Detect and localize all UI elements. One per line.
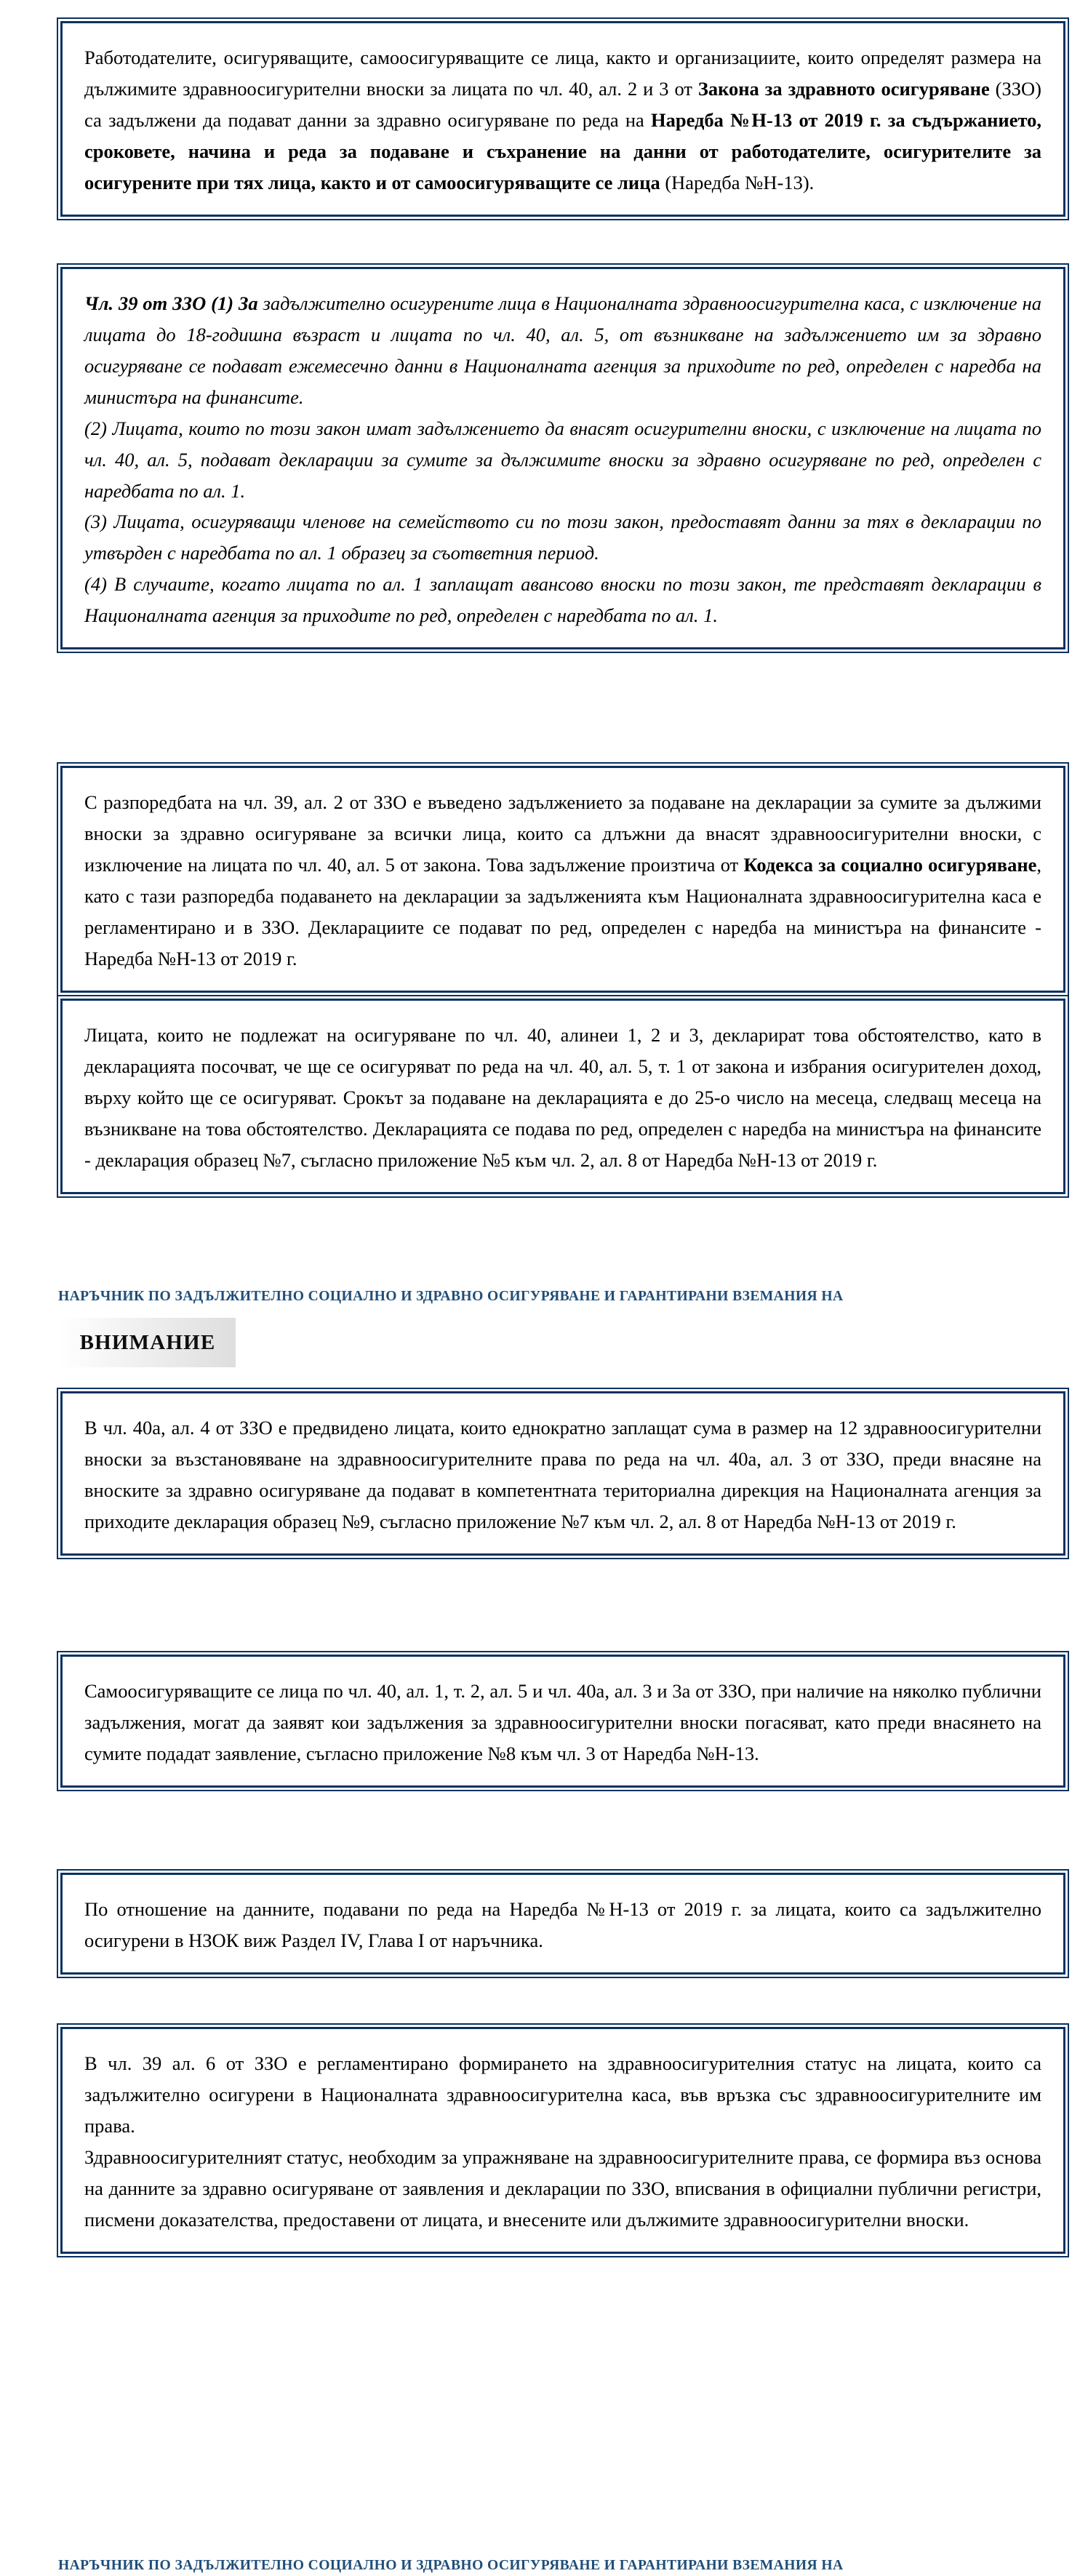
- paragraph: По отношение на данните, подавани по реда на Наредба №Н-13 от 2019 г. за лицата, които са задължително осигурени в НЗОК виж Раздел IV, Глава I от наръчника.: [84, 1898, 1041, 1951]
- running-header: НАРЪЧНИК ПО ЗАДЪЛЖИТЕЛНО СОЦИАЛНО И ЗДРАВНО ОСИГУРЯВАНЕ И ГАРАНТИРАНИ ВЗЕМАНИЯ НА: [58, 1288, 844, 1304]
- attention-badge-label: ВНИМАНИЕ: [79, 1330, 216, 1354]
- paragraph: Чл. 39 от ЗЗО (1) За задължително осигурените лица в Националната здравноосигурителна каса, с изключение на лицата до 18-годишна възраст и лицата по чл. 40, ал. 5, от възникване на задължението им за здравно осигуряване се подават ежемесечно данни в Националната агенция за приходите по ред, определен с наредба на министъра на финансите.: [84, 292, 1041, 408]
- paragraph: В чл. 40а, ал. 4 от ЗЗО е предвидено лицата, които еднократно заплащат сума в размер на 12 здравноосигурителни вноски за възстановяване на здравноосигурителните права по реда на чл. 40а, ал. 3 от ЗЗО, преди внасяне на вноските за здравно осигуряване да подават в компетентната териториална дирекция на Националната агенция за приходите декларация образец №9, съгласно приложение №7 към чл. 2, ал. 8 от Наредба №Н-13 от 2019 г.: [84, 1417, 1041, 1532]
- text-box-inner: [60, 766, 1065, 993]
- text-box-inner: [60, 21, 1065, 217]
- paragraph: Лицата, които не подлежат на осигуряване по чл. 40, алинеи 1, 2 и 3, декларират това обстоятелство, като в декларацията посочват, че ще се осигуряват по реда на чл. 40, ал. 5, т. 1 от закона и избрания осигурителен доход, върху който ще се осигуряват. Срокът за подаване на декларацията е до 25-о число на месеца, следващ месеца на възникване на това обстоятелство. Декларацията се подава по ред, определен с наредба на министъра на финансите - декларация образец №7, съгласно приложение №5 към чл. 2, ал. 8 от Наредба №Н-13 от 2019 г.: [84, 1024, 1041, 1171]
- text-box-employers-obligation: [57, 17, 1069, 220]
- paragraph: Здравноосигурителният статус, необходим за упражняване на здравноосигурителните права, се формира въз основа на данните за здравно осигуряване от заявления и декларации по ЗЗО, вписвания в официални публични регистри, писмени доказателства, предоставени от лицата, и внесените или дължимите здравноосигурителни вноски.: [84, 2145, 1041, 2231]
- running-footer: НАРЪЧНИК ПО ЗАДЪЛЖИТЕЛНО СОЦИАЛНО И ЗДРАВНО ОСИГУРЯВАНЕ И ГАРАНТИРАНИ ВЗЕМАНИЯ НА: [58, 2557, 844, 2573]
- paragraph: Работодателите, осигуряващите, самоосигуряващите се лица, както и организациите, които определят размера на дължимите здравноосигурителни вноски за лицата по чл. 40, ал. 2 и 3 от Закона за здравното осигуряване (ЗЗО) са задължени да подават данни за здравно осигуряване по реда на Наредба №Н-13 от 2019 г. за съдържанието, сроковете, начина и реда за подаване и съхранение на данни от работодателите, осигурителите за осигурените при тях лица, както и от самоосигуряващите се лица (Наредба №Н-13).: [84, 47, 1042, 193]
- text-box-inner: [60, 1873, 1065, 1975]
- text-box-inner: [60, 1655, 1065, 1788]
- text-box-inner: [60, 267, 1065, 649]
- paragraph: Самоосигуряващите се лица по чл. 40, ал. 1, т. 2, ал. 5 и чл. 40а, ал. 3 и 3а от ЗЗО, при наличие на няколко публични задължения, могат да заявят кои задължения за здравноосигурителни вноски погасяват, като преди внасянето на сумите подадат заявление, съгласно приложение №8 към чл. 3 от Наредба №Н-13.: [84, 1680, 1041, 1764]
- text-box-art39-zzo-quote: [57, 263, 1069, 653]
- text-box-inner: [60, 999, 1065, 1194]
- text-box-inner: [60, 1391, 1065, 1556]
- text-box-art39-al6-health-status: [57, 2023, 1069, 2257]
- text-box-cross-reference-section-4: [57, 1869, 1069, 1978]
- text-box-art40a-declaration-sample-9: [57, 1388, 1069, 1559]
- attention-badge: [60, 1318, 236, 1367]
- text-box-inner: [60, 2027, 1065, 2254]
- paragraph: (4) В случаите, когато лицата по ал. 1 заплащат авансово вноски по този закон, те представят декларации в Националната агенция за приходите по ред, определен с наредбата по ал. 1.: [84, 573, 1041, 627]
- text-box-declaration-sample-7: [57, 995, 1069, 1198]
- text-box-art39-al2-declarations: [57, 762, 1069, 996]
- paragraph: С разпоредбата на чл. 39, ал. 2 от ЗЗО е въведено задължението за подаване на декларации за сумите за дължими вноски за здравно осигуряване за всички лица, които са длъжни да внасят здравноосигурителни вноски, с изключение на лицата по чл. 40, ал. 5 от закона. Това задължение произтича от Кодекса за социално осигуряване, като с тази разпоредба подаването на декларации за задълженията към Националната здравноосигурителна каса е регламентирано и в ЗЗО. Декларациите се подават по ред, определен с наредба на министъра на финансите - Наредба №Н-13 от 2019 г.: [84, 791, 1041, 969]
- paragraph: (2) Лицата, които по този закон имат задължението да внасят осигурителни вноски, с изключение на лицата по чл. 40, ал. 5, подават декларации за сумите за дължимите вноски за здравно осигуряване по ред, определен с наредбата по ал. 1.: [84, 417, 1041, 502]
- text-box-self-insured-application-8: [57, 1651, 1069, 1791]
- paragraph: (3) Лицата, осигуряващи членове на семейството си по този закон, предоставят данни за тях в декларации по утвърден с наредбата по ал. 1 образец за съответния период.: [84, 511, 1041, 564]
- paragraph: В чл. 39 ал. 6 от ЗЗО е регламентирано формирането на здравноосигурителния статус на лицата, които са задължително осигурени в Националната здравноосигурителна каса, във връзка със здравноосигурителните им права.: [84, 2052, 1041, 2137]
